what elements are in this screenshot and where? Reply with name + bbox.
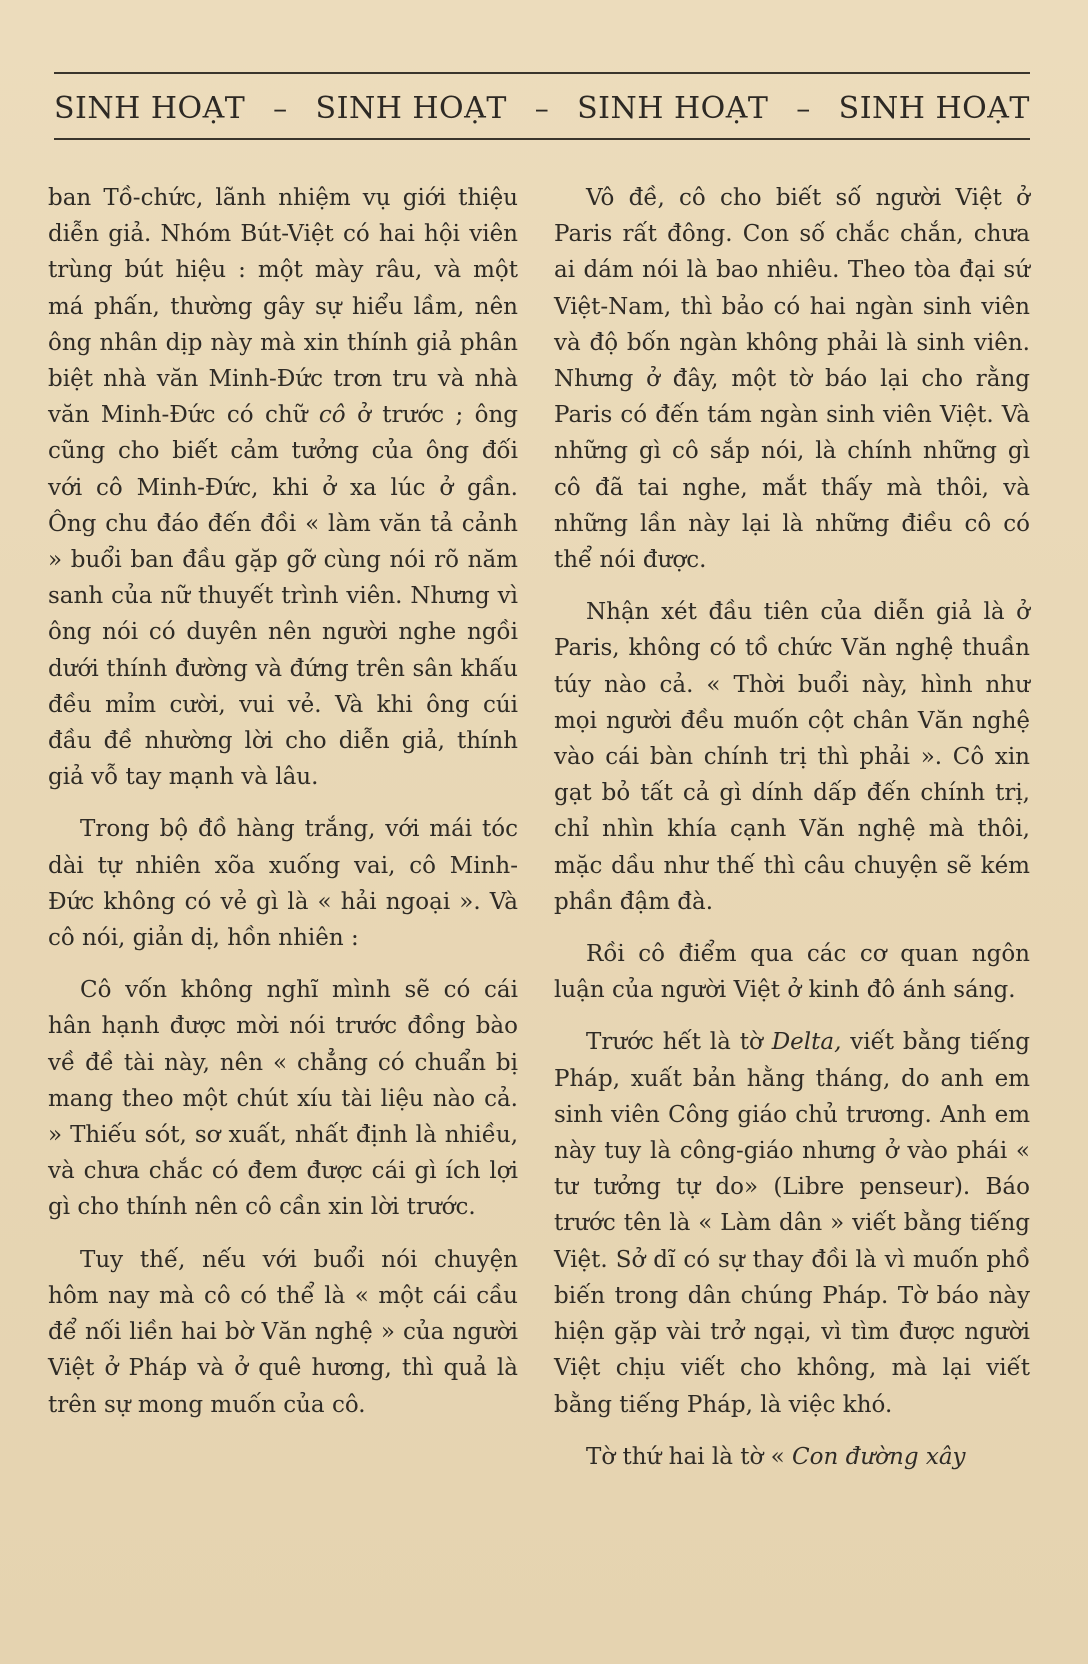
paragraph: Trong bộ đồ hàng trắng, với mái tóc dài tự nhiên xõa xuống vai, cô Minh-Đức không có vẻ gì là « hải ngoại ». Và cô nói, giản dị, hồn nhiên : xyxy=(48,816,518,952)
paragraph-text: Trước hết là tờ xyxy=(586,1029,763,1056)
header-item: SINH HOẠT xyxy=(838,90,1030,126)
paragraph-text: ở trước ; ông cũng cho biết cảm tưởng của ông đối với cô Minh-Đức, khi ở xa lúc ở gần. Ông chu đáo đến đồi « làm văn tả cảnh » buổi ban đầu gặp gỡ cùng nói rõ năm sanh của nữ thuyết trình viên. Nhưng vì ông nói có duyên nên người nghe ngồi dưới thính đường và đứng trên sân khấu đều mỉm cười, vui vẻ. Và khi ông cúi đầu đề nhường lời cho diễn giả, thính giả vỗ tay mạnh và lâu. xyxy=(48,402,519,791)
header-row xyxy=(54,86,1030,130)
paragraph: Nhận xét đầu tiên của diễn giả là ở Paris, không có tồ chức Văn nghệ thuần túy nào cả. « Thời buổi này, hình như mọi người đều muốn cột chân Văn nghệ vào cái bàn chính trị thì phải ». Cô xin gạt bỏ tất cả gì dính dấp đến chính trị, chỉ nhìn khía cạnh Văn nghệ mà thôi, mặc dầu như thế thì câu chuyện sẽ kém phần đậm đà. xyxy=(554,599,1030,915)
header-rule-top xyxy=(54,72,1030,74)
italic-text: cô xyxy=(318,402,346,429)
paragraph xyxy=(554,1024,1030,1422)
paragraph-text: Tờ thứ hai là tờ « xyxy=(586,1443,785,1470)
paragraph: Rồi cô điểm qua các cơ quan ngôn luận của người Việt ở kinh đô ánh sáng. xyxy=(554,941,1030,1004)
header-separator: – xyxy=(273,91,288,125)
paragraph xyxy=(48,180,518,795)
paragraph xyxy=(554,1439,1030,1475)
paragraph-text: ban Tồ-chức, lãnh nhiệm vụ giới thiệu diễn giả. Nhóm Bút-Việt có hai hội viên trùng bút hiệu : một mày râu, và một má phấn, thường gây sự hiểu lầm, nên ông nhân dịp này mà xin thính giả phân biệt nhà văn Minh-Đức trơn tru và nhà văn Minh-Đức có chữ xyxy=(48,185,518,429)
header-item: SINH HOẠT xyxy=(54,90,246,126)
paragraph: Cô vốn không nghĩ mình sẽ có cái hân hạnh được mời nói trước đồng bào về đề tài này, nên « chẳng có chuẩn bị mang theo một chút xíu tài liệu nào cả. » Thiếu sót, sơ xuất, nhất định là nhiều, và chưa chắc có đem được cái gì ích lợi gì cho thính nên cô cần xin lời trước. xyxy=(48,977,518,1221)
header-separator: – xyxy=(796,91,811,125)
header-item: SINH HOẠT xyxy=(577,90,769,126)
paragraph-text: viết bằng tiếng Pháp, xuất bản hằng tháng, do anh em sinh viên Công giáo chủ trương. Anh em này tuy là công-giáo nhưng ở vào phái « tư tưởng tự do» (Libre penseur). Báo trước tên là « Làm dân » viết bằng tiếng Việt. Sở dĩ có sự thay đồi là vì muốn phồ biến trong dân chúng Pháp. Tờ báo này hiện gặp vài trở ngại, vì tìm được người Việt chịu viết cho không, mà lại viết bằng tiếng Pháp, là việc khó. xyxy=(554,1029,1031,1418)
header-separator: – xyxy=(534,91,550,125)
running-header xyxy=(54,66,1030,150)
paragraph: Vô đề, cô cho biết số người Việt ở Paris rất đông. Con số chắc chắn, chưa ai dám nói là bao nhiêu. Theo tòa đại sứ Việt-Nam, thì bảo có hai ngàn sinh viên và độ bốn ngàn không phải là sinh viên. Nhưng ở đây, một tờ báo lại cho rằng Paris có đến tám ngàn sinh viên Việt. Và những gì cô sắp nói, là chính những gì cô đã tai nghe, mắt thấy mà thôi, và những lần này lại là những điều cô có thể nói được. xyxy=(554,185,1030,574)
paragraph: Tuy thế, nếu với buổi nói chuyện hôm nay mà cô có thể là « một cái cầu để nối liền hai bờ Văn nghệ » của người Việt ở Pháp và ở quê hương, thì quả là trên sự mong muốn của cô. xyxy=(48,1246,518,1418)
header-rule-bottom xyxy=(54,138,1030,140)
right-column xyxy=(554,180,1030,1475)
left-column xyxy=(48,180,518,1423)
header-item: SINH HOẠT xyxy=(315,90,507,126)
italic-text: Delta, xyxy=(771,1029,842,1056)
italic-text: Con đường xây xyxy=(792,1443,966,1470)
